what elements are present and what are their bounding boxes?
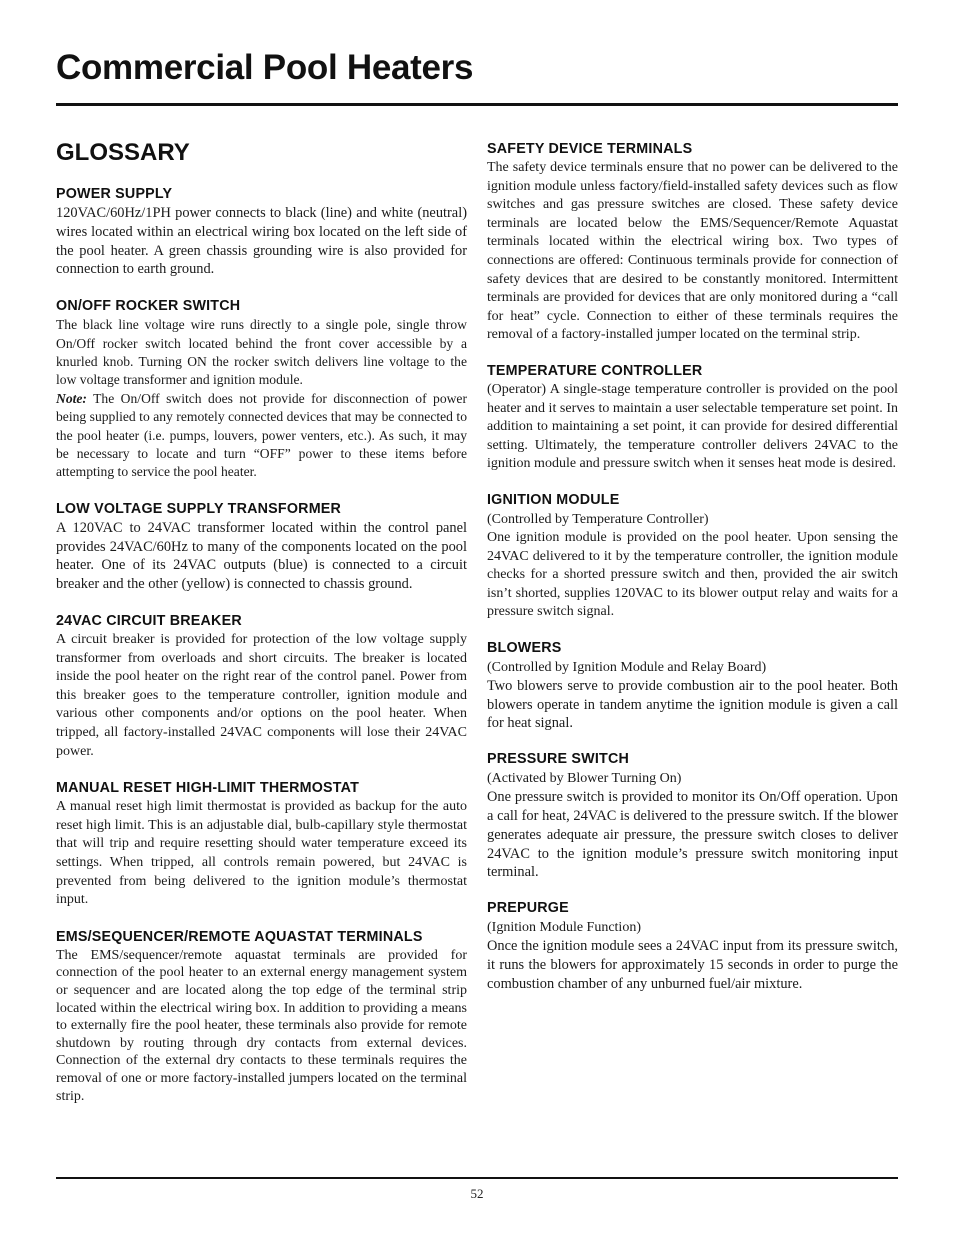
entry-body: Two blowers serve to provide combustion air to the pool heater. Both blowers operate in tandem anytime the ignition module is given a call for heat signal.	[487, 677, 898, 732]
entry-body: Once the ignition module sees a 24VAC input from its pressure switch, it runs the blowers for approximately 15 seconds in order to purge the combustion chamber of any unburned fuel/air mixture.	[487, 938, 898, 992]
entry-heading: POWER SUPPLY	[56, 186, 173, 202]
entry-subtitle: (Ignition Module Function)	[487, 920, 641, 936]
glossary-entry-temperature-controller	[487, 362, 898, 474]
glossary-entry-power-supply	[56, 185, 467, 279]
glossary-entry-ems-sequencer-terminals	[56, 928, 467, 1105]
note-text: The On/Off switch does not provide for disconnection of power being supplied to any remotely connected devices that may be connected to the pool heater (i.e. pumps, louvers, power venters, etc.). As such, it may be necessary to locate and turn “OFF” power to these items before attempting to service the pool heater.	[56, 390, 467, 480]
entry-heading: PREPURGE	[487, 900, 569, 917]
entry-heading: EMS/SEQUENCER/REMOTE AQUASTAT TERMINALS	[56, 928, 423, 945]
entry-body: (Operator) A single-stage temperature controller is provided on the pool heater and it serves to maintain a user selectable temperature set point. In addition to maintaining a set point, it can provide for desired differential setting. Ultimately, the temperature controller delivers 24VAC to the ignition module and pressure switch when it senses heat mode is desired.	[487, 381, 898, 472]
left-column	[56, 138, 467, 1123]
entry-heading: SAFETY DEVICE TERMINALS	[487, 141, 693, 157]
entry-heading: BLOWERS	[487, 639, 562, 656]
entry-body: A circuit breaker is provided for protection of the low voltage supply transformer from overloads and short circuits. The breaker is located inside the pool heater on the right rear of the control panel. Power from this breaker goes to the temperature controller, ignition module and various other components and/or options on the pool heater. When tripped, all factory-installed 24VAC components will lose their 24VAC power.	[56, 632, 467, 759]
glossary-heading: GLOSSARY	[56, 139, 190, 166]
entry-subtitle: (Activated by Blower Turning On)	[487, 771, 682, 787]
entry-body: One ignition module is provided on the pool heater. Upon sensing the 24VAC delivered to it by the temperature controller, the ignition module checks for a shorted pressure switch and then, provided the air switch isn’t shorted, supplies 120VAC to its blower output relay and waits for a pressure switch signal.	[487, 529, 898, 620]
note-label: Note:	[56, 390, 87, 406]
entry-heading: IGNITION MODULE	[487, 491, 620, 508]
entry-body: A manual reset high limit thermostat is provided as backup for the auto reset high limit. This is an adjustable dial, bulb-capillary style thermostat that will trip and require resetting should water temperature exceed its settings. When tripped, all controls remain powered, but 24VAC is prevented from being delivered to the ignition module’s thermostat input.	[56, 799, 467, 908]
glossary-entry-24vac-circuit-breaker	[56, 612, 467, 761]
glossary-entry-on-off-rocker-switch	[56, 297, 467, 482]
glossary-entry-pressure-switch	[487, 750, 898, 882]
entry-body: The black line voltage wire runs directly to a single pole, single throw On/Off rocker switch located behind the front cover accessible by a knurled knob. Turning ON the rocker switch delivers line voltage to the low voltage transformer and ignition module.	[56, 317, 467, 388]
entry-heading: PRESSURE SWITCH	[487, 751, 630, 768]
glossary-entry-safety-device-terminals	[487, 140, 898, 345]
footer-divider	[56, 1177, 898, 1179]
entry-body: A 120VAC to 24VAC transformer located within the control panel provides 24VAC/60Hz to many of the components located on the pool heater. One of its 24VAC outputs (blue) is connected to a circuit breaker and the other (yellow) is connected to chassis ground.	[56, 519, 467, 593]
title-divider	[56, 103, 898, 106]
entry-heading: MANUAL RESET HIGH-LIMIT THERMOSTAT	[56, 780, 360, 797]
glossary-entry-prepurge	[487, 899, 898, 993]
glossary-entry-ignition-module	[487, 491, 898, 622]
entry-body: One pressure switch is provided to monitor its On/Off operation. Upon a call for heat, 24VAC is delivered to the pressure switch. If the blower generates adequate air pressure, the pressure switch closes to deliver 24VAC to the ignition module’s pressure switch monitoring input terminal.	[487, 789, 898, 881]
entry-heading: 24VAC CIRCUIT BREAKER	[56, 613, 242, 630]
glossary-entry-low-voltage-transformer	[56, 500, 467, 594]
entry-subtitle: (Controlled by Temperature Controller)	[487, 511, 709, 527]
entry-body: The EMS/sequencer/remote aquastat terminals are provided for connection of the pool heater to an external energy management system or sequencer and are located along the top edge of the terminal strip located within the electrical wiring box. In addition to providing a means to externally fire the pool heater, these terminals also provide for remote shutdown by routing through dry contacts from external devices. Connection of the external dry contacts to these terminals requires the removal of one or more factory-installed jumpers located on the terminal strip.	[56, 947, 467, 1104]
entry-subtitle: (Controlled by Ignition Module and Relay Board)	[487, 659, 767, 675]
right-column	[487, 140, 898, 1011]
page-title: Commercial Pool Heaters	[56, 48, 474, 87]
page-number: 52	[470, 1186, 484, 1201]
glossary-entry-high-limit-thermostat	[56, 779, 467, 910]
entry-heading: ON/OFF ROCKER SWITCH	[56, 298, 241, 315]
entry-body: The safety device terminals ensure that no power can be delivered to the ignition module unless factory/field-installed safety devices such as flow switches and gas pressure switches are closed. These safety device terminals are located below the EMS/Sequencer/Remote Aquastat terminals located within the electrical wiring box. Two types of connections are offered: Continuous terminals provide for connection of safety devices that are desired to be constantly monitored. Intermittent terminals are provided for devices that are only monitored during a “call for heat” cycle. Connection to either of these terminals requires the removal of a factory-installed jumper located on the terminal strip.	[487, 160, 898, 343]
entry-body: 120VAC/60Hz/1PH power connects to black (line) and white (neutral) wires located within an electrical wiring box located on the left side of the pool heater. A green chassis grounding wire is also provided for connection to earth ground.	[56, 205, 467, 278]
entry-heading: LOW VOLTAGE SUPPLY TRANSFORMER	[56, 500, 342, 517]
entry-note	[56, 390, 467, 482]
glossary-entry-blowers	[487, 639, 898, 733]
entry-heading: TEMPERATURE CONTROLLER	[487, 362, 703, 379]
